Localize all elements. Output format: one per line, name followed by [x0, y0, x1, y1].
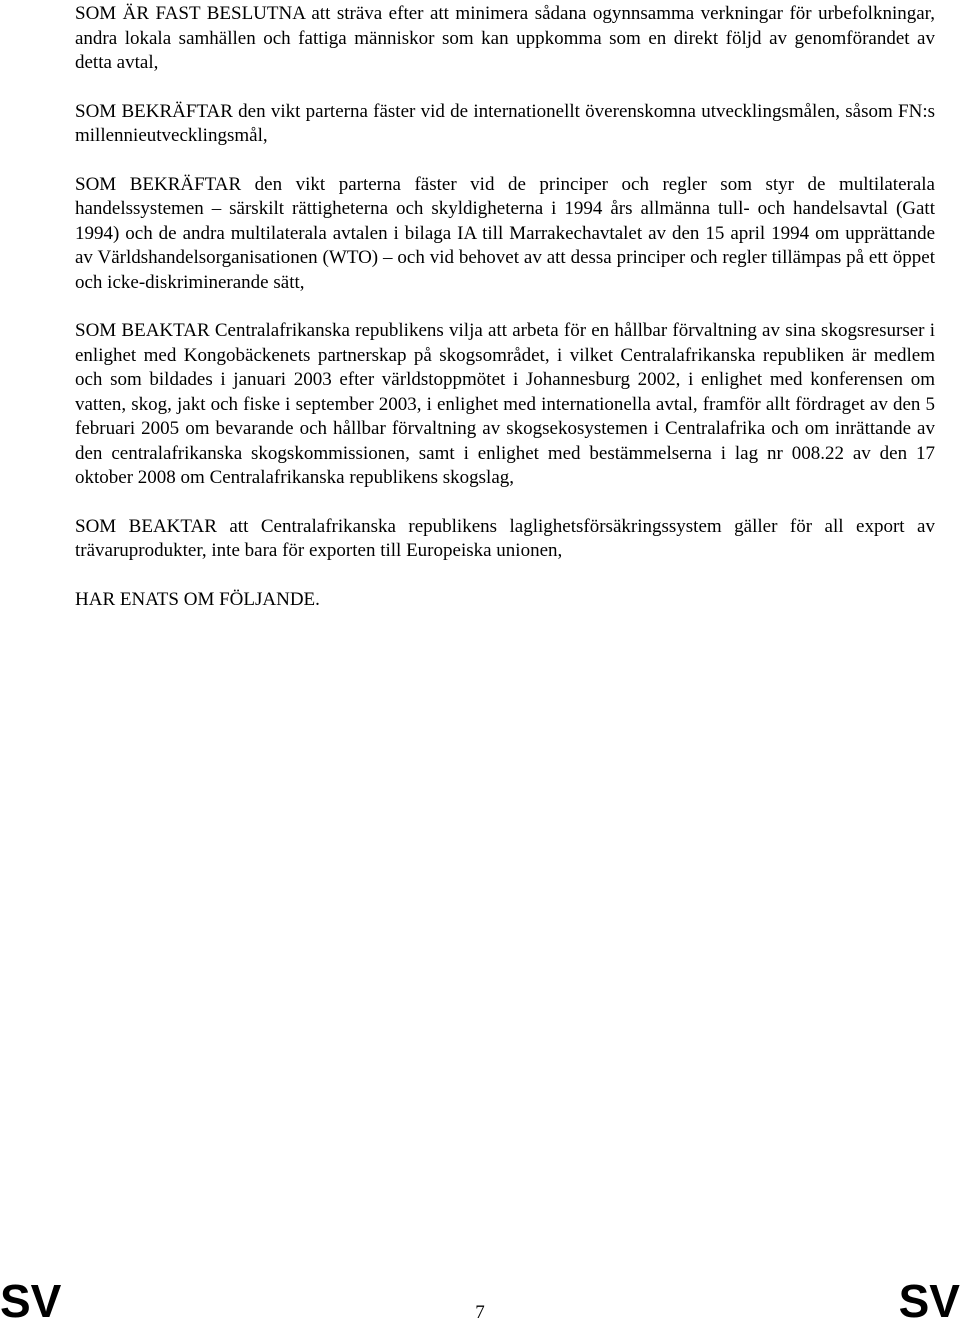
recital-paragraph: SOM ÄR FAST BESLUTNA att sträva efter att minimera sådana ogynnsamma verkningar för urbefolkningar, andra lokala samhällen och fattiga människor som kan uppkomma som en direkt följd av genomförandet av detta avtal, [75, 3, 935, 73]
closing-statement: HAR ENATS OM FÖLJANDE. [75, 588, 320, 610]
document-body [75, 2, 935, 612]
recital-paragraph: SOM BEKRÄFTAR den vikt parterna fäster vid de principer och regler som styr de multilaterala handelssystemen – särskilt rättigheterna och skyldigheterna i 1994 års allmänna tull- och handelsavtal (Gatt 1994) och de andra multilaterala avtalen i bilaga IA till Marrakechavtalet av den 15 april 1994 om upprättande av Världshandelsorganisationen (WTO) – och vid behovet av att dessa principer och regler tillämpas på ett öppet och icke-diskriminerande sätt, [75, 173, 935, 293]
recital-paragraph: SOM BEKRÄFTAR den vikt parterna fäster vid de internationellt överenskomna utvecklingsmålen, såsom FN:s millennieutvecklingsmål, [75, 100, 935, 146]
recital-paragraph: SOM BEAKTAR att Centralafrikanska republikens laglighetsförsäkringssystem gäller för all export av trävaruprodukter, inte bara för exporten till Europeiska unionen, [75, 515, 935, 561]
page-number: 7 [475, 1302, 485, 1323]
recital-paragraph: SOM BEAKTAR Centralafrikanska republikens vilja att arbeta för en hållbar förvaltning av sina skogsresurser i enlighet med Kongobäckenets partnerskap på skogsområdet, i vilket Centralafrikanska republiken är medlem och som bildades i januari 2003 efter världstoppmötet i Johannesburg 2002, i enlighet med konferensen om vatten, skog, jakt och fiske i september 2003, i enlighet med internationella avtal, framför allt fördraget av den 5 februari 2005 om bevarande och hållbar förvaltning av skogsekosystemen i Centralafrika och om inrättande av den centralafrikanska skogskommissionen, samt i enlighet med bestämmelserna i lag nr 008.22 av den 17 oktober 2008 om Centralafrikanska republikens skogslag, [75, 320, 935, 488]
language-code-left: SV [0, 1275, 62, 1327]
language-code-right: SV [898, 1275, 960, 1327]
